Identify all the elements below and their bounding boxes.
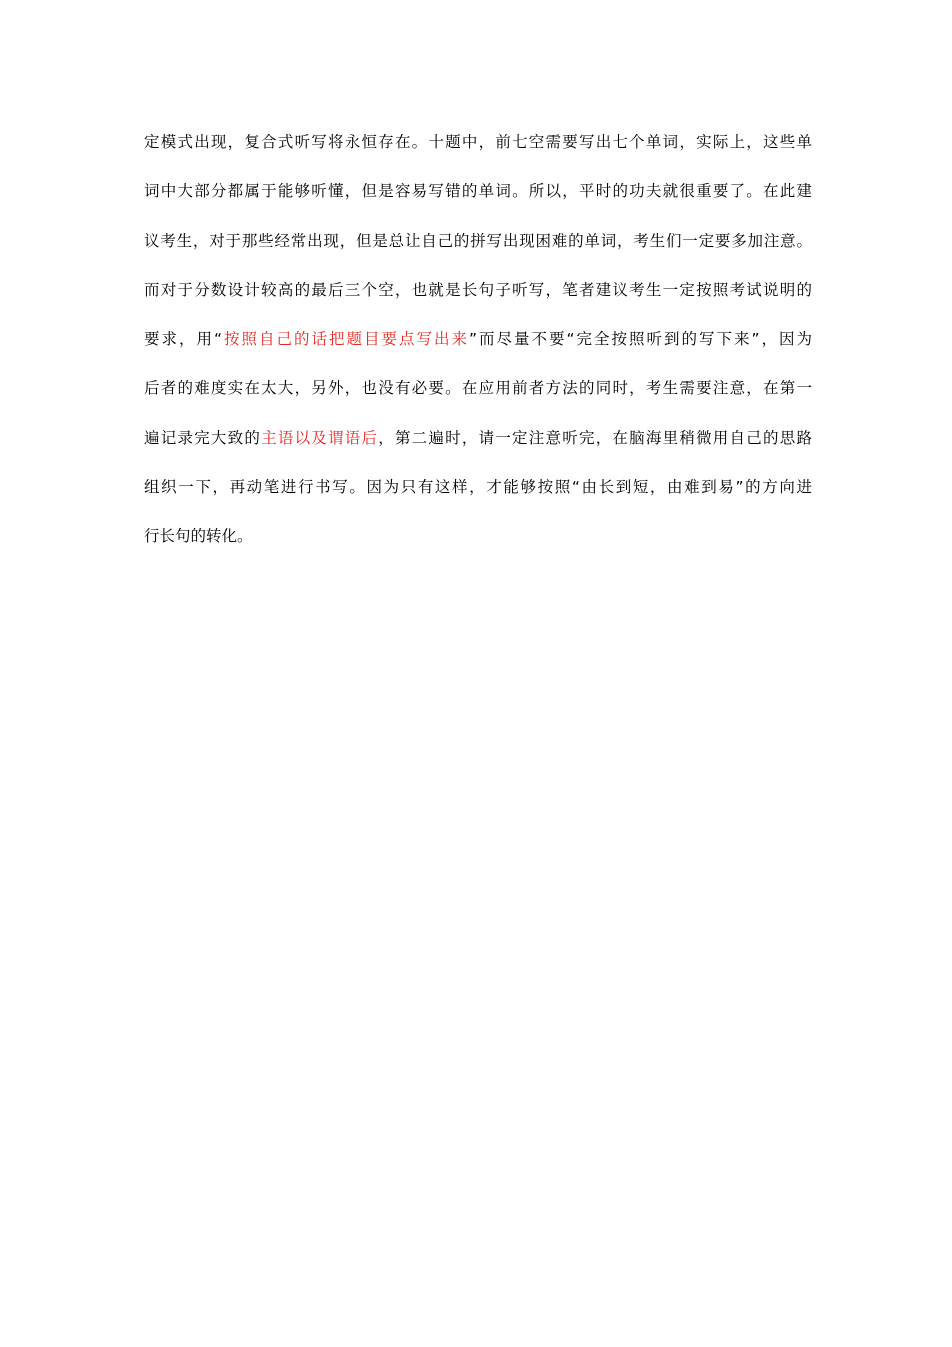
body-paragraph [144,124,812,568]
line-text: 要求，用“ [144,330,223,349]
line-text: 组织一下，再动笔进行书写。因为只有这样，才能够按照“由长到短，由难到易”的方向进 [144,478,812,497]
line-text: 行长句的转化。 [144,527,253,546]
highlighted-phrase: 主语以及谓语后 [261,428,379,447]
paragraph-line-2 [144,173,812,222]
paragraph-line-3 [144,223,812,272]
paragraph-line-6 [144,370,812,419]
line-text: ”而尽量不要“完全按照听到的写下来”，因为 [468,330,813,349]
paragraph-line-4 [144,272,812,321]
paragraph-line-7 [144,420,812,469]
line-text: 议考生，对于那些经常出现，但是总让自己的拼写出现困难的单词，考生们一定要多加注意。 [144,231,812,250]
line-text: 词中大部分都属于能够听懂，但是容易写错的单词。所以，平时的功夫就很重要了。在此建 [144,182,812,201]
line-text: 后者的难度实在太大，另外，也没有必要。在应用前者方法的同时，考生需要注意，在第一 [144,379,812,398]
highlighted-phrase: 按照自己的话把题目要点写出来 [222,330,469,349]
paragraph-line-8 [144,469,812,518]
line-text: 而对于分数设计较高的最后三个空，也就是长句子听写，笔者建议考生一定按照考试说明的 [144,280,812,299]
line-text: 定模式出现，复合式听写将永恒存在。十题中，前七空需要写出七个单词，实际上，这些单 [144,133,812,151]
line-text: ，第二遍时，请一定注意听完，在脑海里稍微用自己的思路 [378,428,812,447]
paragraph-line-1 [144,124,812,173]
paragraph-line-5 [144,321,812,370]
line-text: 遍记录完大致的 [144,428,262,447]
paragraph-line-9 [144,518,812,567]
